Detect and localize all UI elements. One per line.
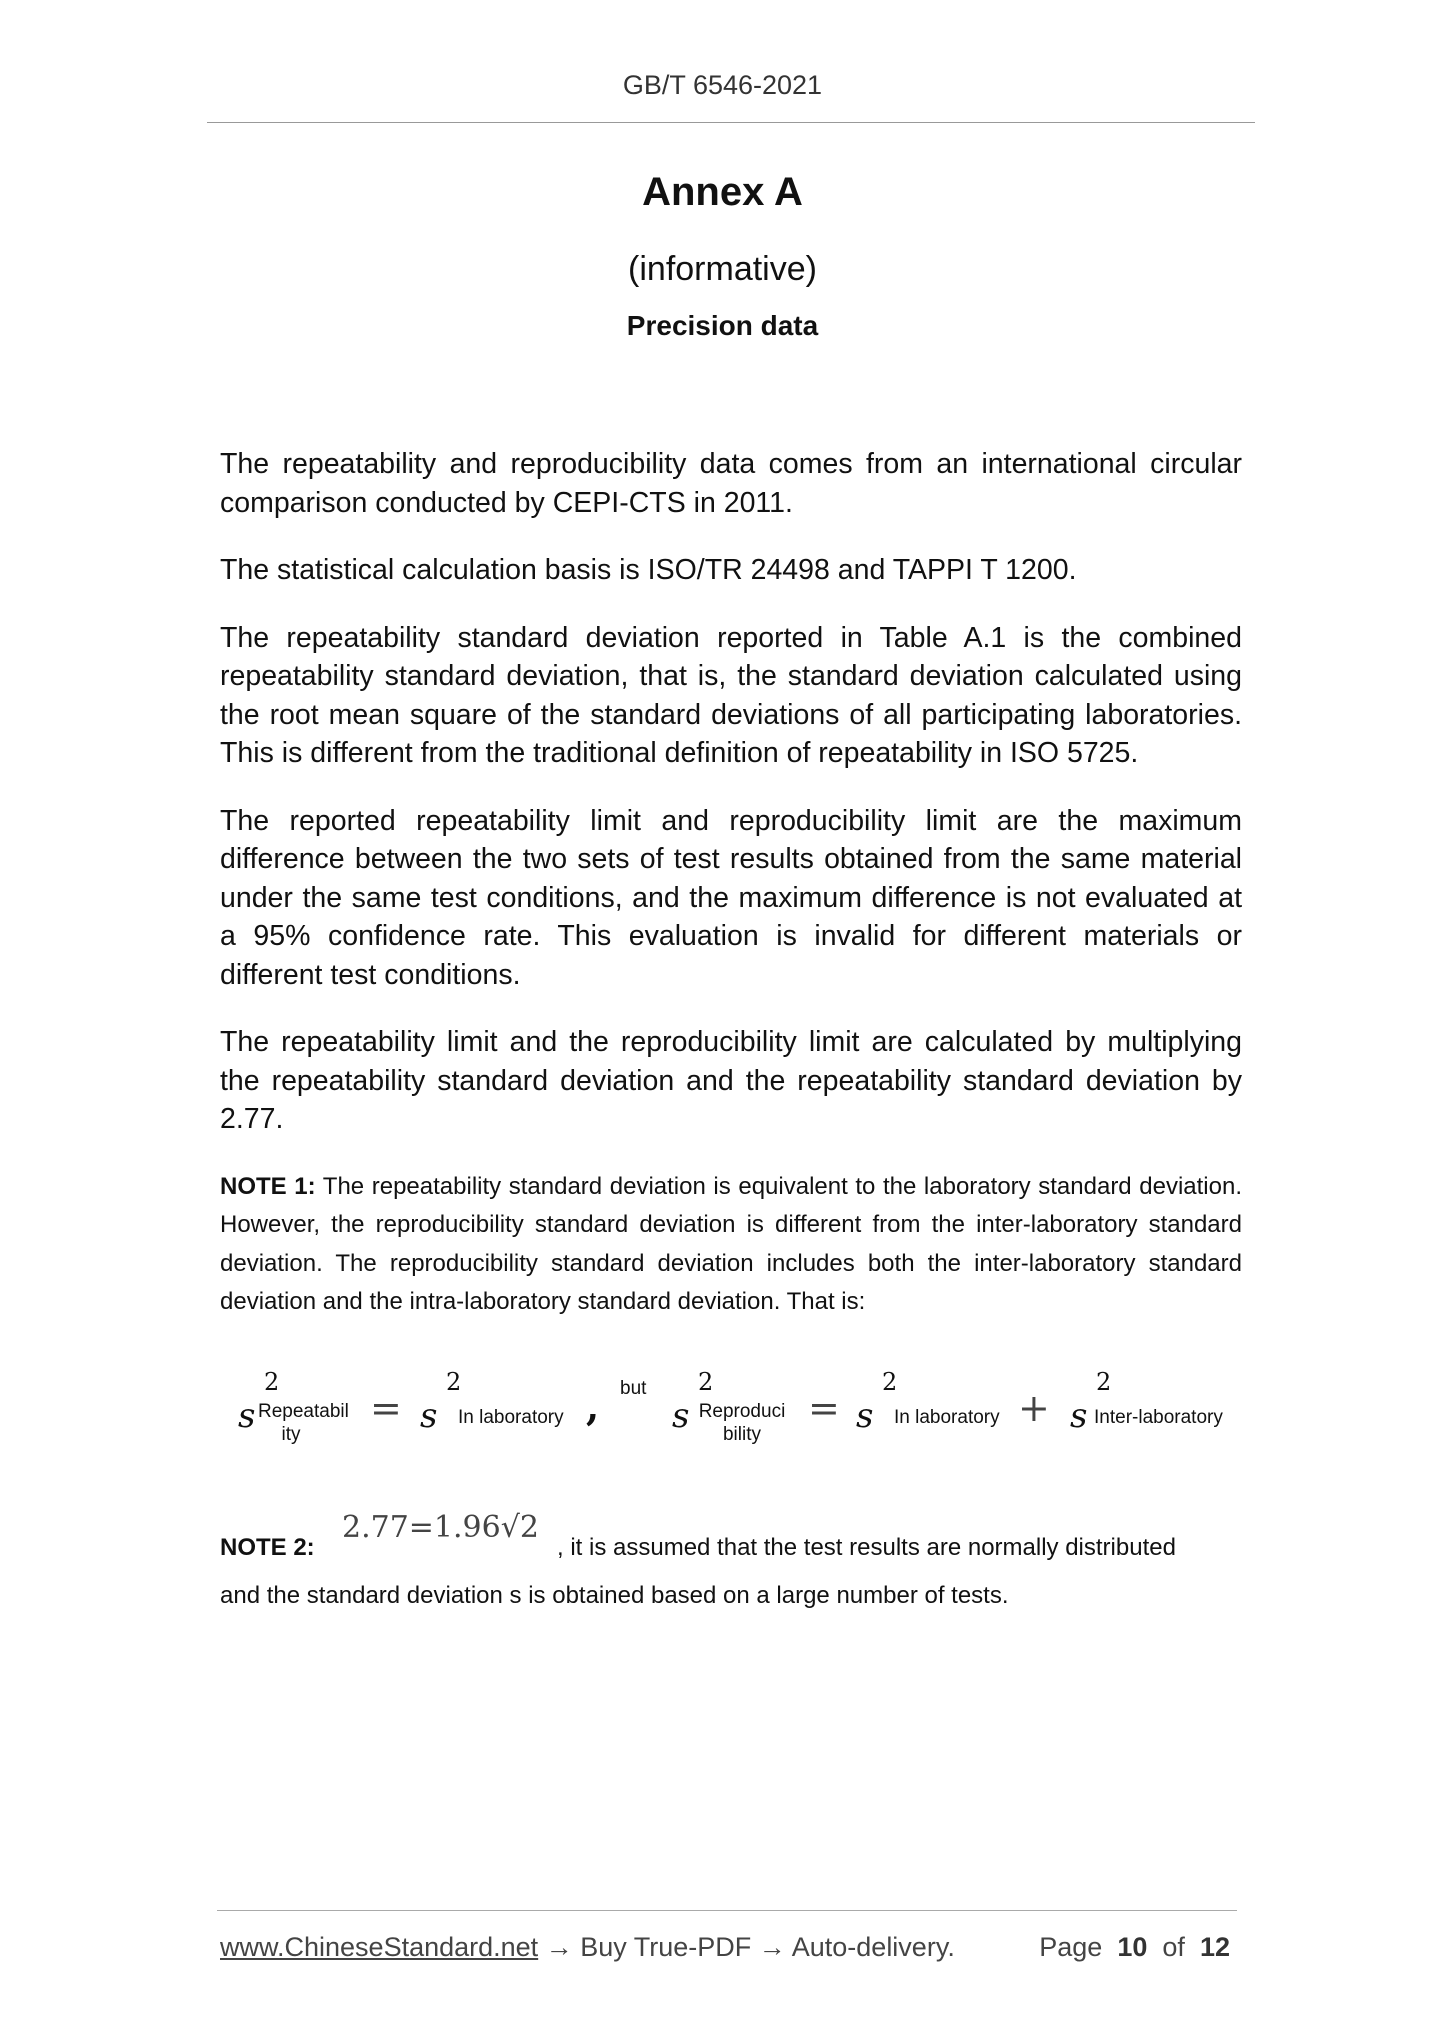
note-1: [220, 1168, 1242, 1322]
footer-tagline: → Buy True-PDF → Auto-delivery.: [538, 1932, 955, 1962]
document-header: GB/T 6546-2021: [622, 70, 823, 100]
page-current: 10: [1117, 1932, 1148, 1962]
note-2: [220, 1512, 1242, 1610]
formula-exp-1: 2: [264, 1368, 280, 1396]
page-number: [1039, 1932, 1230, 1963]
formula-sub-in-lab: In laboratory: [458, 1407, 564, 1428]
annex-subtitle: (informative): [628, 250, 817, 288]
note-2-math: 2.77=1.96√2: [342, 1510, 539, 1545]
paragraph-4: The reported repeatability limit and reproducibility limit are the maximum difference between the two sets of test results obtained from the same material under the same test conditions, and the maximum difference is not evaluated at a 95% confidence rate. This evaluation is invalid for different materials or different test conditions.: [220, 804, 1242, 991]
page-footer: [220, 1932, 1230, 1963]
variance-formula: [230, 1368, 1240, 1468]
formula-s-inter-lab: s: [1070, 1396, 1088, 1436]
note-1-text: The repeatability standard deviation is equivalent to the laboratory standard deviation. However, the reproducibility standard deviation is different from the inter-laboratory standard deviation. The reproducibility standard deviation includes both the inter-laboratory standard deviation and the intra-laboratory standard deviation. That is:: [220, 1172, 1242, 1315]
formula-plus: +: [1018, 1386, 1050, 1430]
formula-s-reproducibility: s: [672, 1396, 690, 1436]
annex-title: Annex A: [642, 170, 803, 214]
paragraph-3: The repeatability standard deviation reported in Table A.1 is the combined repeatability standard deviation, that is, the standard deviation calculated using the root mean square of the standard deviations of all participating laboratories. This is different from the traditional definition of repeatability in ISO 5725.: [220, 621, 1242, 769]
note-2-text: , it is assumed that the test results are normally distributed: [557, 1534, 1176, 1561]
paragraph-2: The statistical calculation basis is ISO/TR 24498 and TAPPI T 1200.: [220, 554, 1077, 586]
formula-exp-5: 2: [1096, 1368, 1112, 1396]
formula-sub-inter-lab: Inter-laboratory: [1094, 1407, 1223, 1428]
page-label: Page: [1039, 1932, 1103, 1962]
formula-exp-2: 2: [446, 1368, 462, 1396]
paragraph-1: The repeatability and reproducibility data comes from an international circular comparison conducted by CEPI-CTS in 2011.: [220, 448, 1242, 519]
note-2-line-2: and the standard deviation s is obtained based on a large number of tests.: [220, 1582, 1009, 1609]
formula-sub-in-lab-2: In laboratory: [894, 1407, 1000, 1428]
note-2-line-1: [220, 1512, 1242, 1568]
formula-equals-1: =: [370, 1386, 402, 1430]
paragraph-5: The repeatability limit and the reproducibility limit are calculated by multiplying the repeatability standard deviation and the repeatability standard deviation by 2.77.: [220, 1026, 1242, 1135]
formula-sub-repeatability: Repeatabil ity: [258, 1401, 349, 1445]
formula-exp-3: 2: [698, 1368, 714, 1396]
footer-site-link[interactable]: www.ChineseStandard.net: [220, 1932, 539, 1962]
footer-divider: [217, 1910, 1237, 1911]
formula-s-in-lab-2: s: [856, 1396, 874, 1436]
formula-sub-reproducibility: Reproduci bility: [698, 1401, 786, 1445]
formula-but: but: [620, 1378, 647, 1399]
formula-equals-2: =: [808, 1386, 840, 1430]
note-1-label: NOTE 1:: [220, 1172, 316, 1200]
annex-heading: Precision data: [626, 310, 819, 341]
of-label: of: [1162, 1932, 1185, 1962]
formula-s-repeatability: s: [238, 1396, 256, 1436]
formula-comma: ,: [586, 1384, 600, 1429]
note-2-label: NOTE 2:: [220, 1534, 315, 1561]
formula-exp-4: 2: [882, 1368, 898, 1396]
document-body: [220, 445, 1242, 1322]
header-divider: [207, 122, 1255, 123]
page-total: 12: [1199, 1932, 1230, 1962]
formula-s-in-lab: s: [420, 1396, 438, 1436]
